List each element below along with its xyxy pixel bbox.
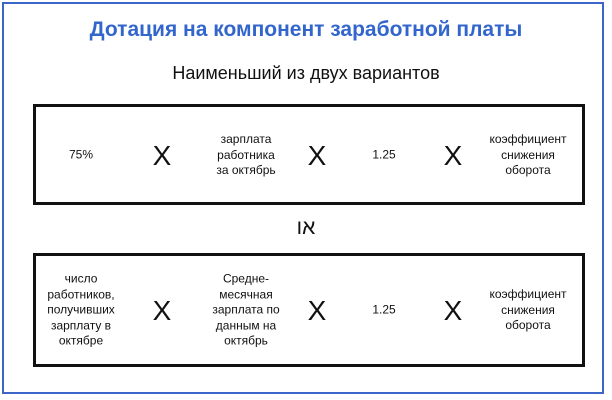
- subtitle: Наименьший из двух вариантов: [172, 63, 440, 83]
- multiply-sign: X: [443, 295, 463, 326]
- formula2-term1: число работников, получивших зарплату в октябре: [47, 271, 115, 348]
- formula2-term3: 1.25: [372, 302, 396, 317]
- multiply-sign: X: [307, 140, 327, 171]
- formula1-term3: 1.25: [372, 147, 396, 162]
- formula1-term4: коэффициент снижения оборота: [489, 131, 567, 177]
- multiply-sign: X: [152, 140, 172, 171]
- formula2-term2: Средне- месячная зарплата по данным на октябрь: [212, 271, 280, 348]
- multiply-sign: X: [152, 295, 172, 326]
- multiply-sign: X: [443, 140, 463, 171]
- page-title: Дотация на компонент заработной платы: [89, 18, 523, 41]
- multiply-sign: X: [307, 295, 327, 326]
- formula2-term4: коэффициент снижения оборота: [489, 286, 567, 332]
- formula1-term1: 75%: [68, 147, 94, 162]
- formula1-term2: зарплата работника за октябрь: [216, 131, 276, 177]
- or-separator: או: [296, 216, 316, 239]
